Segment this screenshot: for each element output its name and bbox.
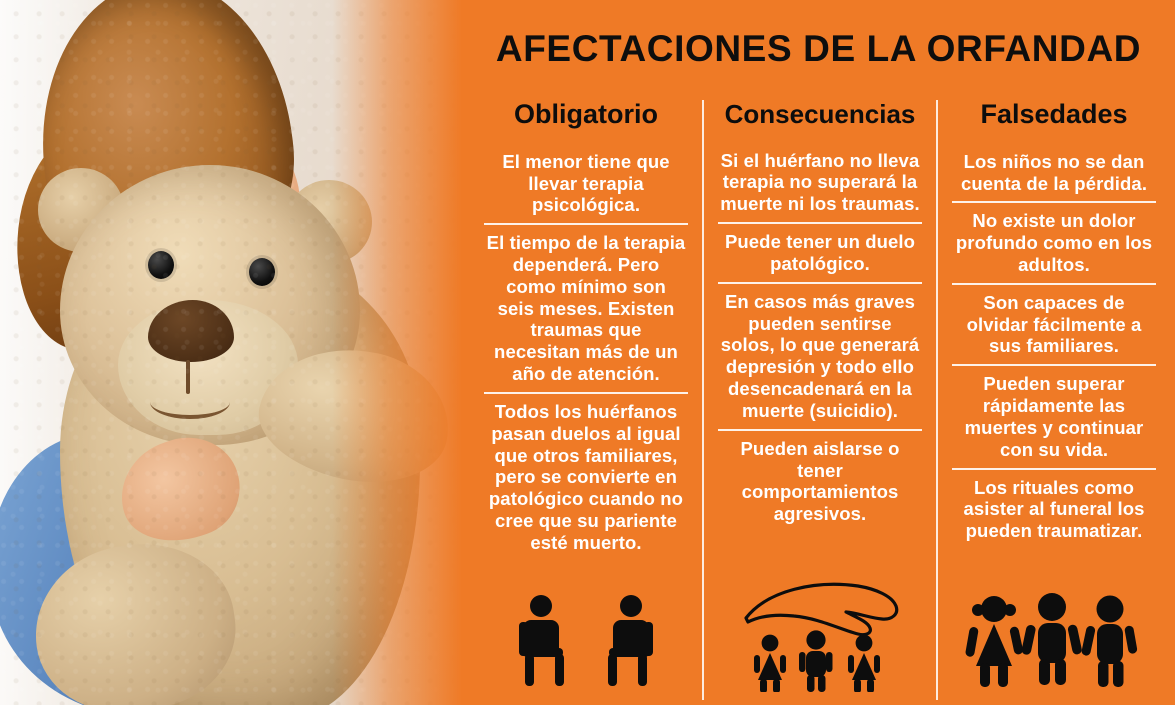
column-items [484, 144, 688, 561]
column-heading: Obligatorio [514, 99, 658, 129]
list-item: Puede tener un duelo patológico. [718, 222, 922, 282]
list-item: Pueden superar rápidamente las muertes y continuar con su vida. [952, 364, 1156, 467]
list-item: Pueden aislarse o tener comportamientos agresivos. [718, 429, 922, 532]
three-children-under-hand-icon [704, 574, 936, 692]
list-item: Los niños no se dan cuenta de la pérdida. [960, 150, 1148, 194]
teddy-bear-eye-left [148, 251, 174, 279]
list-item: Si el huérfano no lleva terapia no superará la muerte ni los traumas. [720, 149, 920, 215]
teddy-bear-smile [150, 385, 230, 419]
list-item: El tiempo de la terapia dependerá. Pero como mínimo son seis meses. Existen traumas que necesitan más de un año de atención. [484, 223, 688, 392]
list-item: Los rituales como asister al funeral los pueden traumatizar. [952, 468, 1156, 549]
column-heading: Falsedades [980, 99, 1128, 129]
columns-container [470, 100, 1170, 700]
column-items [952, 144, 1156, 549]
column-consecuencias [702, 100, 936, 700]
content-area [462, 0, 1175, 705]
column-items [718, 143, 922, 532]
list-item: El menor tiene que llevar terapia psicológica. [502, 150, 670, 216]
column-heading: Consecuencias [724, 99, 916, 129]
column-obligatorio [470, 100, 702, 700]
page-title: AFECTACIONES DE LA ORFANDAD [495, 28, 1142, 69]
three-children-holding-hands-icon [938, 587, 1170, 692]
photo-orange-fade [332, 0, 462, 705]
teddy-bear-eye-right [249, 258, 275, 286]
list-item: Todos los huérfanos pasan duelos al igual que otros familiares, pero se convierte en patológico cuando no cree que su pariente esté muerto. [484, 392, 688, 561]
two-people-seated-therapy-icon [470, 592, 702, 692]
list-item: En casos más graves pueden sentirse solos, lo que generará depresión y todo ello desencadenará en la muerte (suicidio). [718, 282, 922, 429]
girl-hugging-teddy-bear-photo [0, 0, 462, 705]
column-falsedades [936, 100, 1170, 700]
list-item: Son capaces de olvidar fácilmente a sus familiares. [952, 283, 1156, 364]
list-item: No existe un dolor profundo como en los adultos. [952, 201, 1156, 282]
teddy-bear-nose [148, 300, 234, 362]
